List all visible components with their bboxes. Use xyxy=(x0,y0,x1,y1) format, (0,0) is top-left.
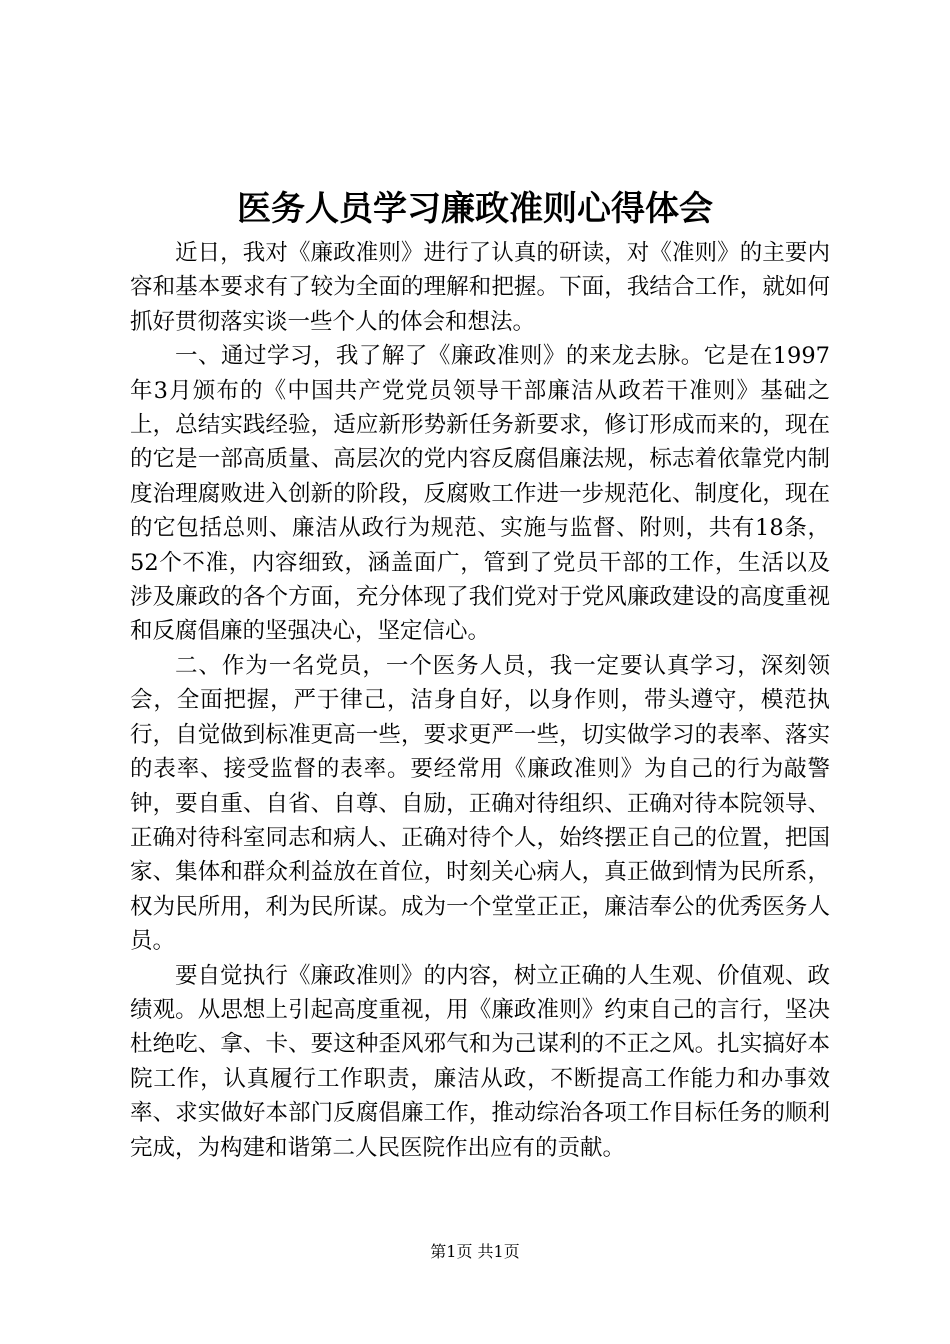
paragraph-two: 二、作为一名党员，一个医务人员，我一定要认真学习，深刻领会，全面把握，严于律己，洁身自好，以身作则，带头遵守，模范执行，自觉做到标准更高一些，要求更严一些，切实做学习的表率、落实的表率、接受监督的表率。要经常用《廉政准则》为自己的行为敲警钟，要自重、自省、自尊、自励，正确对待组织、正确对待本院领导、正确对待科室同志和病人、正确对待个人，始终摆正自己的位置，把国家、集体和群众利益放在首位，时刻关心病人，真正做到情为民所系，权为民所用，利为民所谋。成为一个堂堂正正，廉洁奉公的优秀医务人员。 xyxy=(130,652,830,955)
paragraph-three: 要自觉执行《廉政准则》的内容，树立正确的人生观、价值观、政绩观。从思想上引起高度重视，用《廉政准则》约束自己的言行，坚决杜绝吃、拿、卡、要这种歪风邪气和为己谋利的不正之风。扎实搞好本院工作，认真履行工作职责，廉洁从政，不断提高工作能力和办事效率、求实做好本部门反腐倡廉工作，推动综治各项工作目标任务的顺利完成，为构建和谐第二人民医院作出应有的贡献。 xyxy=(130,962,830,1161)
page-footer: 第1页 共1页 xyxy=(430,1242,520,1261)
document-body xyxy=(130,236,830,1165)
paragraph-one: 一、通过学习，我了解了《廉政准则》的来龙去脉。它是在1997年3月颁布的《中国共产党党员领导干部廉洁从政若干准则》基础之上，总结实践经验，适应新形势新任务新要求，修订形成而来的，现在的它是一部高质量、高层次的党内容反腐倡廉法规，标志着依靠党内制度治理腐败进入创新的阶段，反腐败工作进一步规范化、制度化，现在的它包括总则、廉洁从政行为规范、实施与监督、附则，共有18条，52个不准，内容细致，涵盖面广，管到了党员干部的工作，生活以及涉及廉政的各个方面，充分体现了我们党对于党风廉政建设的高度重视和反腐倡廉的坚强决心，坚定信心。 xyxy=(130,343,830,645)
paragraph-intro: 近日，我对《廉政准则》进行了认真的研读，对《准则》的主要内容和基本要求有了较为全面的理解和把握。下面，我结合工作，就如何抓好贯彻落实谈一些个人的体会和想法。 xyxy=(130,240,830,335)
document-title: 医务人员学习廉政准则心得体会 xyxy=(237,189,713,229)
